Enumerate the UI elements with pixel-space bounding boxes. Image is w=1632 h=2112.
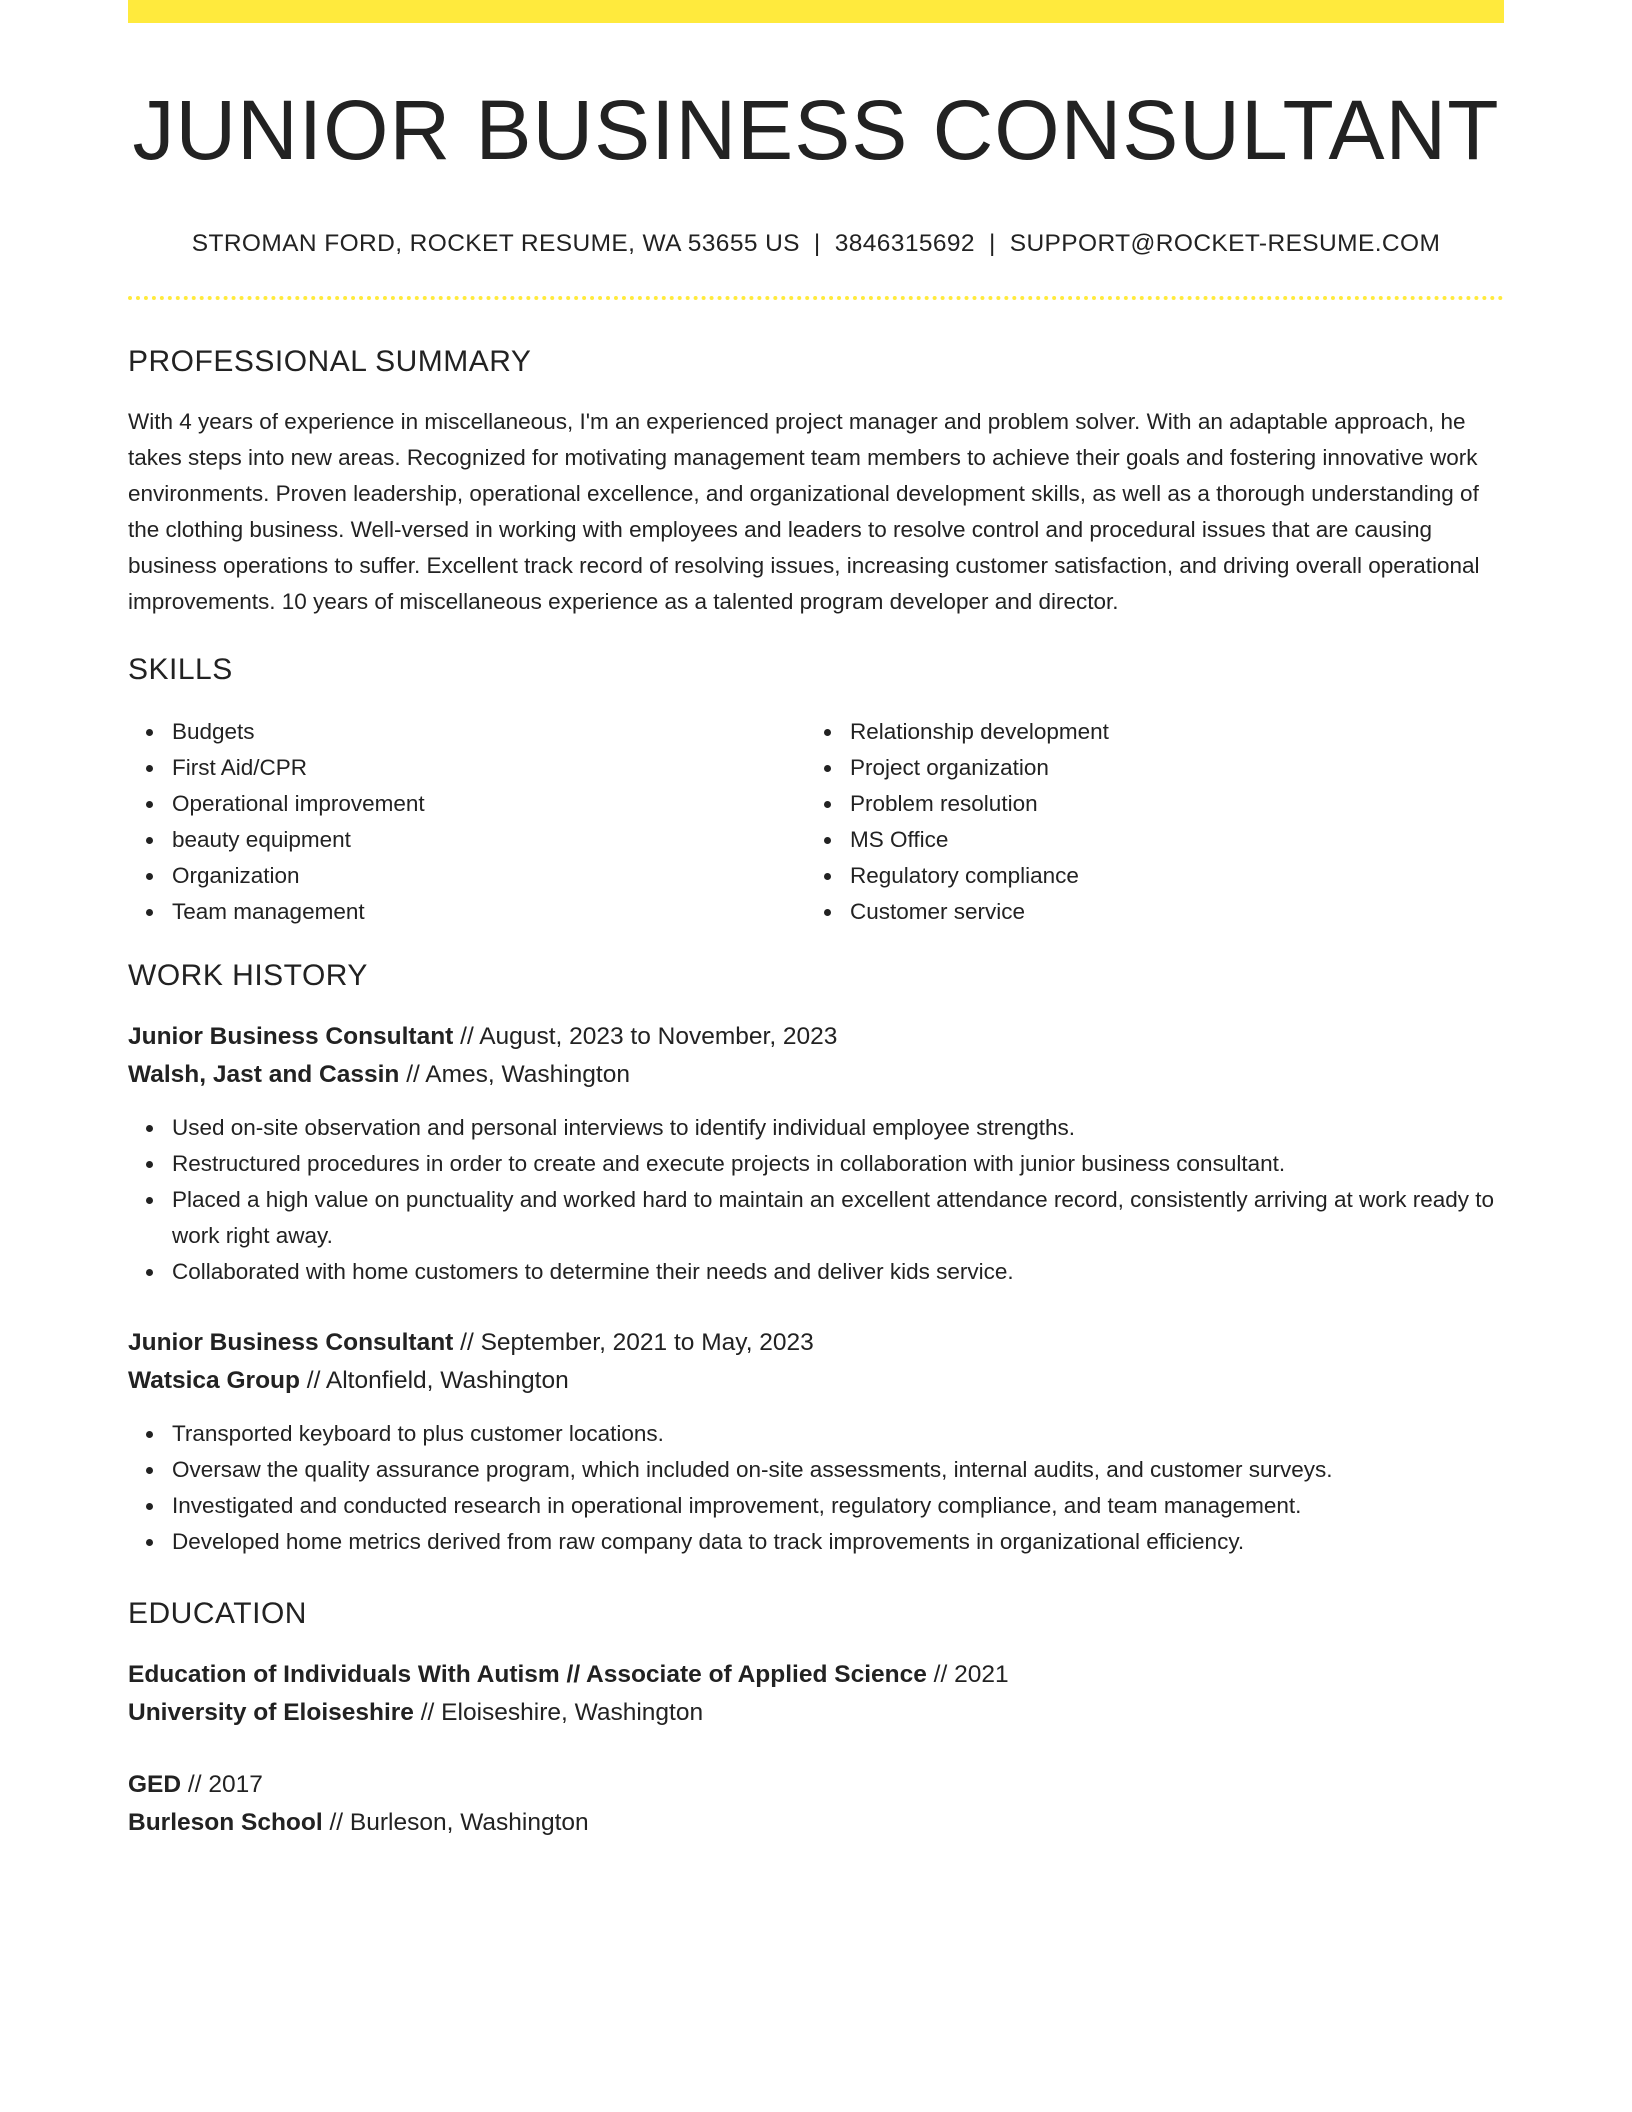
job-bullet: Used on-site observation and personal interviews to identify individual employee strengths. [172,1110,1504,1146]
skills-grid [128,714,1504,930]
education-year: // 2017 [181,1771,263,1798]
education-heading: EDUCATION [128,1597,307,1630]
work-history-heading: WORK HISTORY [128,959,368,992]
contact-separator: | [813,230,821,257]
contact-address: STROMAN FORD, ROCKET RESUME, WA 53655 US [191,230,800,257]
job-bullet: Placed a high value on punctuality and worked hard to maintain an excellent attendance record, consistently arriving at work ready to work right away. [172,1182,1504,1254]
skills-heading: SKILLS [128,653,233,686]
job-title-line [128,1018,1504,1056]
job-company: Walsh, Jast and Cassin [128,1061,400,1088]
job-entry [128,1018,1504,1290]
education-degree-line [128,1766,1504,1804]
education-degree: Education of Individuals With Autism // Associate of Applied Science [128,1661,927,1688]
summary-text: With 4 years of experience in miscellaneous, I'm an experienced project manager and problem solver. With an adaptable approach, he takes steps into new areas. Recognized for motivating management team members to achieve their goals and fostering innovative work environments. Proven leadership, operational excellence, and organizational development skills, as well as a thorough understanding of the clothing business. Well-versed in working with employees and leaders to resolve control and procedural issues that are causing business operations to suffer. Excellent track record of resolving issues, increasing customer satisfaction, and driving overall operational improvements. 10 years of miscellaneous experience as a talented program developer and director. [128,409,1480,614]
contact-phone: 3846315692 [834,230,975,257]
skill-item: Team management [172,894,806,930]
skills-left-column [128,714,806,930]
education-school: University of Eloiseshire [128,1699,414,1726]
education-location: // Eloiseshire, Washington [413,1699,704,1726]
job-entry [128,1324,1504,1560]
education-school: Burleson School [128,1809,323,1836]
contact-line [128,228,1504,260]
skill-item: Relationship development [850,714,1484,750]
job-bullets [128,1110,1504,1290]
job-title: Junior Business Consultant [128,1329,454,1356]
skill-item: Customer service [850,894,1484,930]
education-degree: GED [128,1771,182,1798]
job-bullet: Investigated and conducted research in operational improvement, regulatory compliance, and team management. [172,1488,1504,1524]
job-bullet: Restructured procedures in order to create and execute projects in collaboration with junior business consultant. [172,1146,1504,1182]
job-bullet: Oversaw the quality assurance program, which included on-site assessments, internal audits, and customer surveys. [172,1452,1504,1488]
job-dates: // September, 2021 to May, 2023 [453,1329,814,1356]
skill-item: Project organization [850,750,1484,786]
contact-email: SUPPORT@ROCKET-RESUME.COM [1009,230,1441,257]
resume-content [128,0,1504,1842]
education-entry [128,1766,1504,1842]
education-degree-line [128,1656,1504,1694]
job-location: // Altonfield, Washington [299,1367,569,1394]
education-school-line [128,1694,1504,1732]
summary-heading: PROFESSIONAL SUMMARY [128,345,532,378]
job-bullet: Developed home metrics derived from raw company data to track improvements in organizational efficiency. [172,1524,1504,1560]
resume-title: JUNIOR BUSINESS CONSULTANT [132,83,1500,177]
job-title: Junior Business Consultant [128,1023,454,1050]
education-entry [128,1656,1504,1732]
job-company: Watsica Group [128,1367,300,1394]
job-bullet: Collaborated with home customers to determine their needs and deliver kids service. [172,1254,1504,1290]
education-school-line [128,1804,1504,1842]
job-bullets [128,1416,1504,1560]
skill-item: First Aid/CPR [172,750,806,786]
skill-item: Regulatory compliance [850,858,1484,894]
skill-item: Problem resolution [850,786,1484,822]
skill-item: Operational improvement [172,786,806,822]
skill-item: beauty equipment [172,822,806,858]
job-company-line [128,1362,1504,1400]
contact-separator: | [988,230,996,257]
skills-right-column [806,714,1484,930]
job-title-line [128,1324,1504,1362]
job-dates: // August, 2023 to November, 2023 [453,1023,838,1050]
skill-item: MS Office [850,822,1484,858]
job-bullet: Transported keyboard to plus customer locations. [172,1416,1504,1452]
job-location: // Ames, Washington [399,1061,630,1088]
dotted-divider [128,296,1504,300]
job-company-line [128,1056,1504,1094]
education-location: // Burleson, Washington [322,1809,589,1836]
skill-item: Organization [172,858,806,894]
education-year: // 2021 [926,1661,1009,1688]
skill-item: Budgets [172,714,806,750]
